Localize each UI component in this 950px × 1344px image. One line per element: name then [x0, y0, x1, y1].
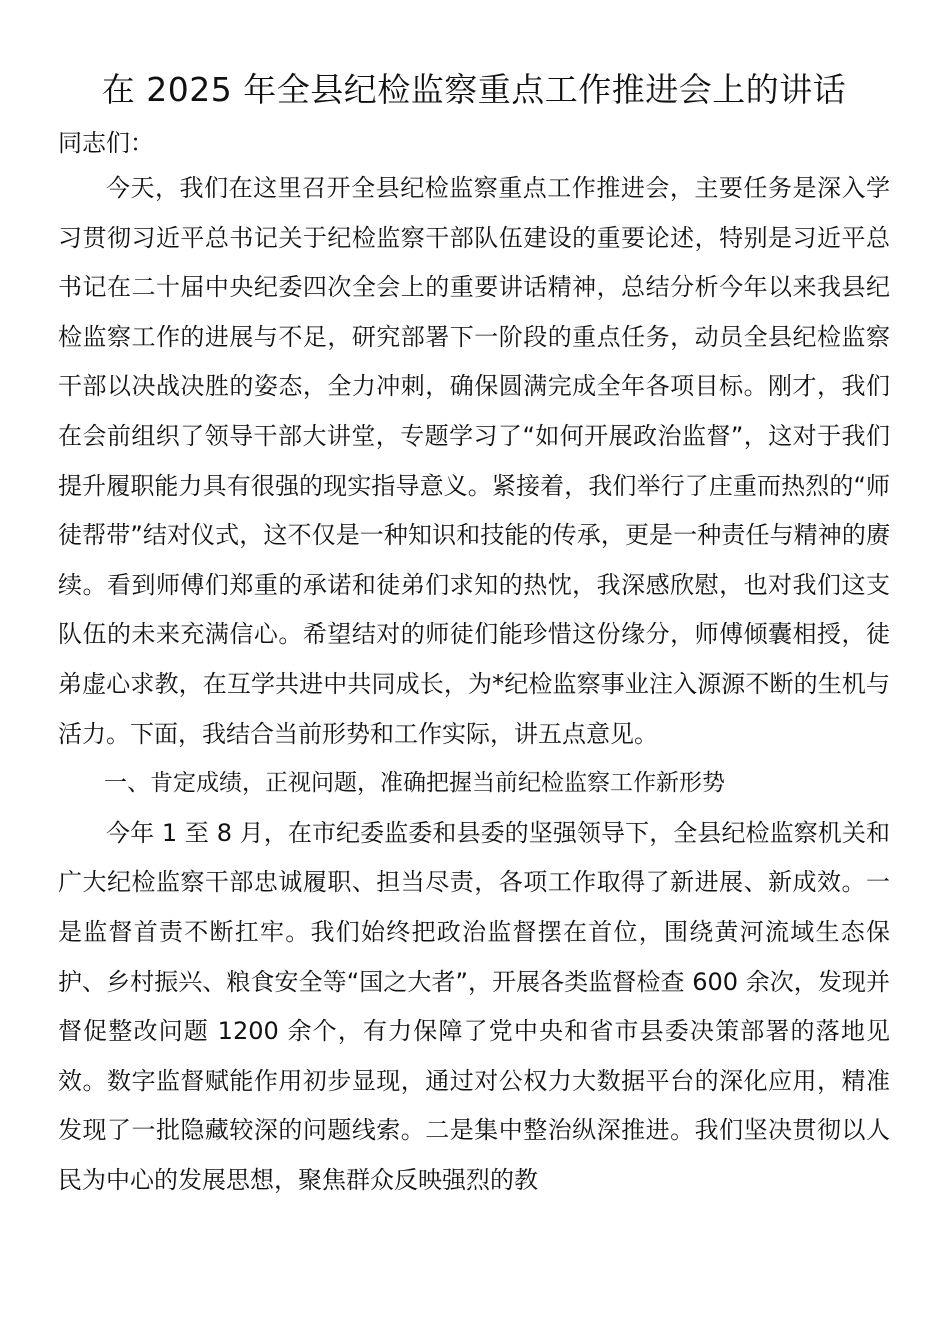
document-page [58, 58, 890, 1205]
document-title: 在 2025 年全县纪检监察重点工作推进会上的讲话 [101, 70, 847, 109]
salutation: 同志们： [58, 129, 154, 157]
section-heading: 一、肯定成绩，正视问题，准确把握当前纪检监察工作新形势 [104, 770, 725, 797]
section-paragraph: 今年 1 至 8 月，在市纪委监委和县委的坚强领导下，全县纪检监察机关和广大纪检监察干部忠诚履职、担当尽责，各项工作取得了新进展、新成效。一是监督首责不断扛牢。我们始终把政治监督摆在首位，围绕黄河流域生态保护、乡村振兴、粮食安全等“国之大者”，开展各类监督检查 600 余次，发现并督促整改问题 1200 余个，有力保障了党中央和省市县委决策部署的落地见效。数字监督赋能作用初步显现，通过对公权力大数据平台的深化应用，精准发现了一批隐藏较深的问题线索。二是集中整治纵深推进。我们坚决贯彻以人民为中心的发展思想，聚焦群众反映强烈的教 [58, 818, 890, 1194]
opening-paragraph: 今天，我们在这里召开全县纪检监察重点工作推进会，主要任务是深入学习贯彻习近平总书记关于纪检监察干部队伍建设的重要论述，特别是习近平总书记在二十届中央纪委四次全会上的重要讲话精神，总结分析今年以来我县纪检监察工作的进展与不足，研究部署下一阶段的重点任务，动员全县纪检监察干部以决战决胜的姿态，全力冲刺，确保圆满完成全年各项目标。刚才，我们在会前组织了领导干部大讲堂，专题学习了“如何开展政治监督”，这对于我们提升履职能力具有很强的现实指导意义。紧接着，我们举行了庄重而热烈的“师徒帮带”结对仪式，这不仅是一种知识和技能的传承，更是一种责任与精神的赓续。看到师傅们郑重的承诺和徒弟们求知的热忱，我深感欣慰，也对我们这支队伍的未来充满信心。希望结对的师徒们能珍惜这份缘分，师傅倾囊相授，徒弟虚心求教，在互学共进中共同成长，为*纪检监察事业注入源源不断的生机与活力。下面，我结合当前形势和工作实际，讲五点意见。 [58, 174, 890, 748]
